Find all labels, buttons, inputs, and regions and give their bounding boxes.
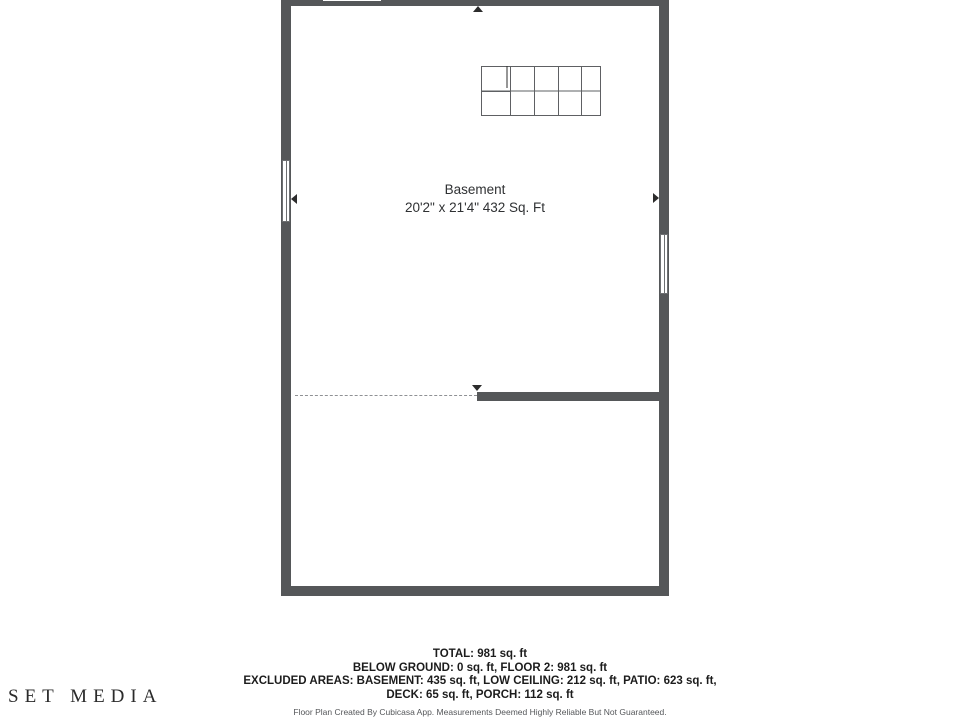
exterior-wall-left	[281, 0, 291, 596]
dashed-divider-line	[295, 395, 477, 396]
interior-wall-divider	[477, 392, 669, 401]
floor-area	[291, 6, 659, 586]
excluded-areas-line-2: DECK: 65 sq. ft, PORCH: 112 sq. ft	[386, 688, 574, 701]
stairs-icon	[481, 66, 601, 116]
floor-plan	[281, 0, 669, 600]
room-dimensions: 20'2" x 21'4" 432 Sq. Ft	[404, 200, 546, 215]
floor-plan-credit: Floor Plan Created By Cubicasa App. Measurements Deemed Highly Reliable But Not Guaranteed.	[293, 707, 667, 717]
dimension-marker-icon-top	[473, 6, 483, 12]
total-area-line: TOTAL: 981 sq. ft	[432, 648, 528, 660]
window-icon-right	[660, 234, 668, 294]
below-ground-line: BELOW GROUND: 0 sq. ft, FLOOR 2: 981 sq. ft	[352, 661, 608, 674]
exterior-wall-bottom	[281, 586, 669, 596]
window-icon-left	[282, 160, 290, 222]
wall-opening-top	[323, 0, 381, 1]
excluded-areas-line-1: EXCLUDED AREAS: BASEMENT: 435 sq. ft, LOW CEILING: 212 sq. ft, PATIO: 623 sq. ft,	[243, 675, 717, 687]
exterior-wall-right	[659, 0, 669, 596]
watermark-logo: SET MEDIA	[8, 686, 163, 707]
room-label	[291, 181, 659, 217]
dimension-marker-icon-bottom	[472, 385, 482, 391]
room-name: Basement	[444, 182, 506, 197]
